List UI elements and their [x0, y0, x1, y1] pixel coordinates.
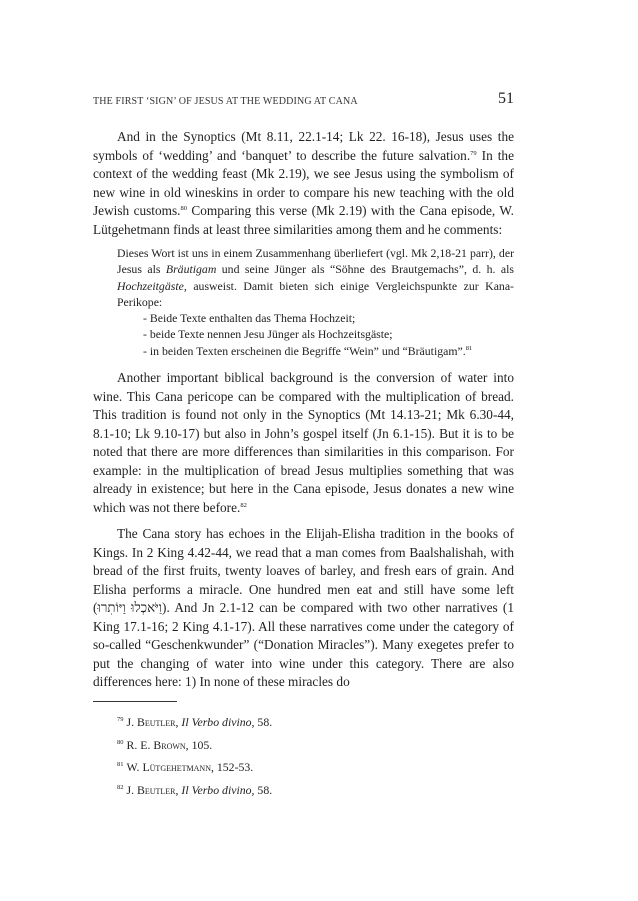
paragraph-text: Another important biblical background is the conversion of water into wine. This Cana pericope can be compared with the multiplication of bread. This tradition is found not only in the Synoptics (Mt 14.13-21; Mk 6.30-44, 8.1-10; Lk 9.10-17) but also in John’s gospel itself (Jn 6.1-15). But it is to be noted that there are more differences than similarities in this comparison. For example: in the multiplication of bread Jesus multiplies something that was already in existence; but here in the Cana episode, Jesus donates a new wine which was not there before.	[93, 370, 514, 515]
block-quote	[117, 245, 514, 359]
footnote-author: W. Lütgehetmann,	[126, 760, 214, 774]
list-item: - in beiden Texten erscheinen die Begriffe “Wein” und “Bräutigam”.$^{81}$	[143, 343, 473, 358]
footnote-number: 80	[117, 738, 124, 746]
italic-term: Hochzeitgäste,	[117, 278, 187, 293]
footnote-author: J. Beutler,	[126, 782, 179, 797]
footnote-pages: 152-53.	[213, 760, 254, 774]
footnote-number: 82	[117, 783, 124, 791]
footnote-number: 79	[117, 716, 124, 723]
paragraph-spacer	[93, 517, 514, 525]
comparison-list	[143, 310, 514, 359]
list-item: - Beide Texte enthalten das Thema Hochzeit;	[143, 311, 356, 326]
paragraph-text: ). And Jn 2.1-12 can be compared with two other narratives (1 King 17.1-16; 2 King 4.1-17). All these narratives come under the category of so-called “Geschenkwunder” (“Donation Miracles”). Many exegetes prefer to put the changing of water into wine under this category. There are also differences here: 1) In none of these miracles do	[93, 600, 514, 690]
footnote-reference[interactable]: 82	[240, 501, 247, 509]
running-header	[93, 90, 514, 111]
footnote-title: Il Verbo divino,	[181, 782, 255, 797]
paragraph-text: Comparing this verse (Mk 2.19) with the Cana episode, W. Lütgehetmann finds at least three similarities among them and he comments:	[93, 203, 514, 237]
italic-term: Bräutigam	[165, 262, 217, 277]
paragraph-text: In the context of the wedding feast (Mk 2.19), we see Jesus using the symbolism of new wine in old wineskins in order to compare his new teaching with the old Jewish customs.	[93, 147, 514, 218]
hebrew-phrase: וַיֹּאכְלוּ וַיּוֹתִרוּ	[97, 600, 163, 616]
paragraph-text: And in the Synoptics (Mt 8.11, 22.1-14; Lk 22. 16-18), Jesus uses the symbols of ‘wedding’ and ‘banquet’ to describe the future salvation.	[93, 129, 514, 163]
footnote-reference[interactable]: 81	[465, 344, 473, 352]
footnote-title: Il Verbo divino,	[181, 715, 255, 729]
main-text	[93, 128, 514, 692]
paragraph-text: The Cana story has echoes in the Elijah-Elisha tradition in the books of Kings. In 2 King 4.42-44, we read that a man comes from Baalshalishah, with bread of the first fruits, twenty loaves of barley, and fresh ears of grain. And Elisha performs a miracle. One hundred men eat and still have some left (	[93, 526, 514, 616]
paragraph-water-into-wine	[93, 369, 514, 517]
list-item: - beide Texte nennen Jesu Jünger als Hochzeitsgäste;	[143, 327, 393, 342]
running-head-title: THE FIRST ‘SIGN’ OF JESUS AT THE WEDDING AT CANA	[93, 96, 358, 107]
footnote-separator	[93, 701, 177, 702]
footnote-author: R. E. Brown,	[126, 737, 189, 752]
paragraph-synoptics	[93, 128, 514, 239]
page-number: 51	[498, 90, 514, 107]
footnote-pages: 58.	[254, 715, 273, 729]
footnote-80	[117, 734, 514, 757]
paragraph-elijah-elisha	[93, 525, 514, 692]
footnote-79	[117, 711, 514, 734]
footnote-pages: 105.	[188, 737, 213, 752]
footnote-number: 81	[117, 761, 124, 768]
footnote-82	[117, 779, 514, 802]
block-quote-text: Dieses Wort ist uns in einem Zusammenhang überliefert (vgl. Mk 2,18-21 parr), der Jesus als Bräutigam und seine Jünger als “Söhne des Brautgemachs”, d. h. als Hochzeitgäste, ausweist. Damit bieten sich einige Vergleichspunkte zur Kana-Perikope:	[117, 246, 514, 309]
footnote-pages: 58.	[254, 782, 273, 797]
footnote-reference[interactable]: 79	[470, 149, 477, 157]
footnote-81	[117, 756, 514, 779]
footnote-author: J. Beutler,	[126, 715, 179, 729]
footnote-reference[interactable]: 80	[180, 205, 187, 212]
footnotes	[117, 711, 514, 801]
